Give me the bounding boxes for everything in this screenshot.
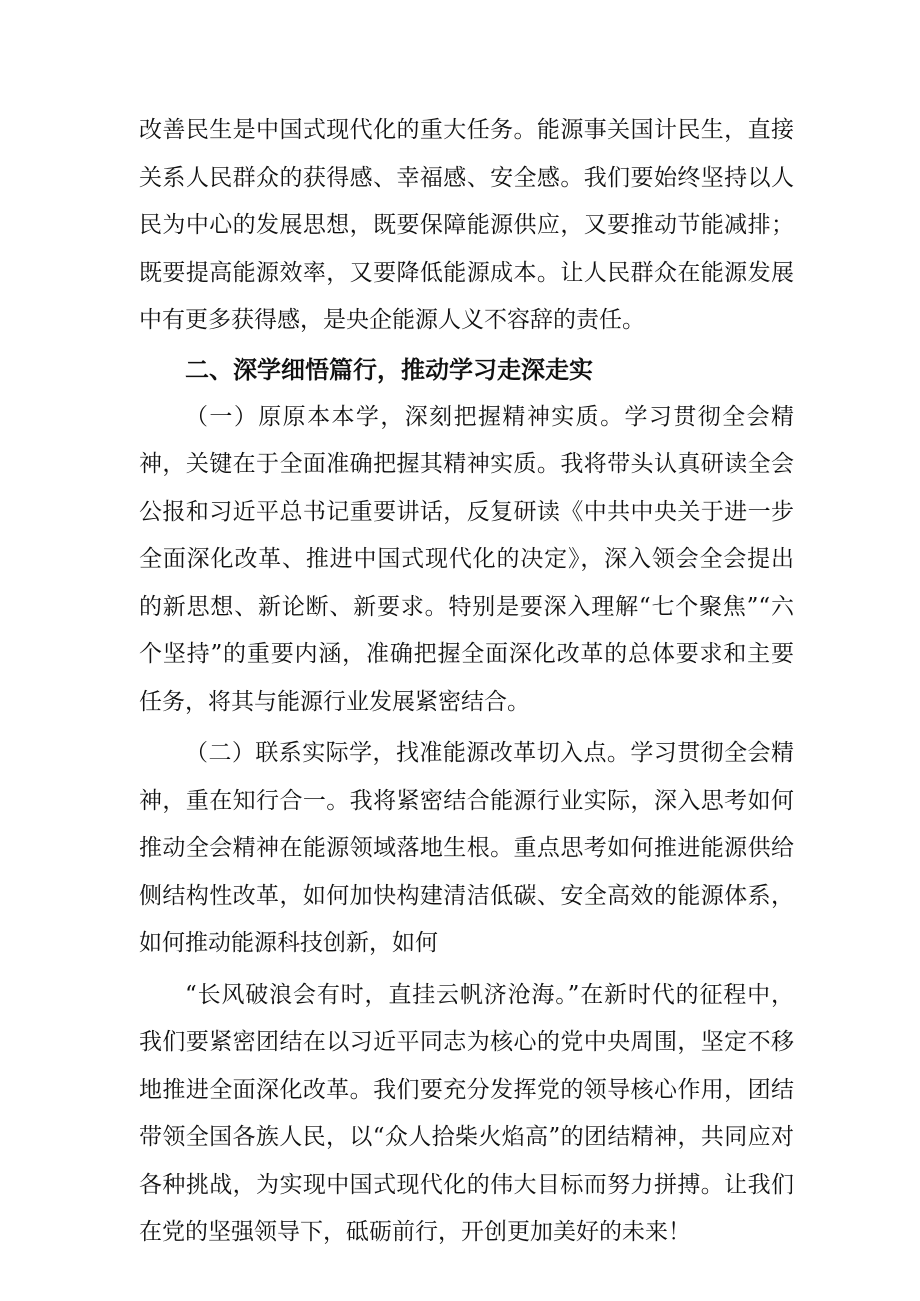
section-heading-2: 二、深学细悟篇行，推动学习走深走实 — [185, 355, 593, 384]
document-body — [139, 107, 794, 1257]
paragraph-livelihood: 改善民生是中国式现代化的重大任务。能源事关国计民生，直接关系人民群众的获得感、幸福感、安全感。我们要始终坚持以人民为中心的发展思想，既要保障能源供应，又要推动节能减排；既要提高能源效率，又要降低能源成本。让人民群众在能源发展中有更多获得感，是央企能源人义不容辞的责任。 — [139, 117, 794, 333]
paragraph-study-original: （一）原原本本学，深刻把握精神实质。学习贯彻全会精神，关键在于全面准确把握其精神实质。我将带头认真研读全会公报和习近平总书记重要讲话，反复研读《中共中央关于进一步全面深化改革、推进中国式现代化的决定》，深入领会全会提出的新思想、新论断、新要求。特别是要深入理解“七个聚焦”“六个坚持”的重要内涵，准确把握全面深化改革的总体要求和主要任务，将其与能源行业发展紧密结合。 — [139, 403, 794, 715]
paragraph-conclusion: “长风破浪会有时，直挂云帆济沧海。”在新时代的征程中，我们要紧密团结在以习近平同志为核心的党中央周围，坚定不移地推进全面深化改革。我们要充分发挥党的领导核心作用，团结带领全国各族人民，以“众人拾柴火焰高”的团结精神，共同应对各种挑战，为实现中国式现代化的伟大目标而努力拼搏。让我们在党的坚强领导下，砥砺前行，开创更加美好的未来！ — [139, 981, 794, 1245]
paragraph-study-practice: （二）联系实际学，找准能源改革切入点。学习贯彻全会精神，重在知行合一。我将紧密结合能源行业实际，深入思考如何推动全会精神在能源领域落地生根。重点思考如何推进能源供给侧结构性改革，如何加快构建清洁低碳、安全高效的能源体系，如何推动能源科技创新，如何 — [139, 740, 794, 956]
